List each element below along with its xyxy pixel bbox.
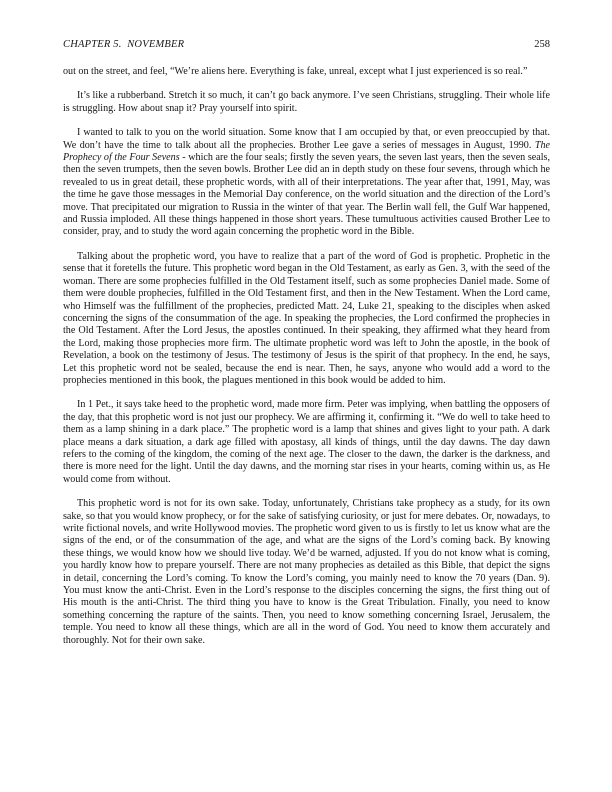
paragraph bbox=[63, 127, 550, 239]
paragraph bbox=[63, 251, 550, 387]
paragraph-text: I wanted to talk to you on the world situation. Some know that I am occupied by that, or even preoccupied by that. We don’t have the time to talk about all the prophecies. Brother Lee gave a series of messages in August, 1990. bbox=[63, 127, 550, 151]
paragraph-text: It’s like a rubberband. Stretch it so much, it can’t go back anymore. I’ve seen Christians, struggling. Their whole life is struggling. How about snap it? Pray yourself into spirit. bbox=[63, 90, 550, 114]
running-header-title: CHAPTER 5. NOVEMBER bbox=[63, 39, 185, 50]
paragraph-text: Talking about the prophetic word, you have to realize that a part of the word of God is prophetic. Prophetic in the sense that it foretells the future. This prophetic word began in the Old Testament, as early as Gen. 3, with the seed of the woman. There are some prophecies fulfilled in the Old Testament itself, such as some prophecies Daniel made. Some of them were double prophecies, fulfilled in the Old Testament first, and then in the New Testament. When the Lord came, who Himself was the fulfillment of the prophecies, predicted Matt. 24, Luke 21, speaking to the disciples when asked concerning the signs of the consummation of the age. In speaking the prophecies, the Lord confirmed the prophecies in the Old Testament. After the Lord Jesus, the apostles continued. In their speaking, they affirmed what they heard from the Lord, making those prophecies more firm. The ultimate prophetic word was left to John the apostle, in the book of Revelation, a book on the testimony of Jesus. The testimony of Jesus is the spirit of that prophecy. In the end, he says, Let this prophetic word not be sealed, because the end is near. Then, he says, anyone who would add a word to the prophecies mentioned in this book, the plagues mentioned in this book would be added to him. bbox=[63, 250, 550, 386]
paragraph-text: In 1 Pet., it says take heed to the prophetic word, made more firm. Peter was implying, when battling the opposers of the day, that this prophetic word is not just our prophecy. We are affirming it, confirming it. “We do well to take heed to them as a lamp shining in a dark place.” The prophetic word is a lamp that shines and gives light to your path. A dark place means a dark situation, a dark age filled with apostasy, all kinds of things, until the day dawns. The day dawn refers to the coming of the kingdom, the coming of the next age. The closer to the dawn, the darker is the darkness, and there is more need for the light. Until the day dawns, and the morning star rises in your hearts, coming within us, as He would come from without. bbox=[63, 399, 550, 485]
page-number: 258 bbox=[534, 39, 550, 50]
book-title-italic: The Prophecy of the Four Sevens bbox=[63, 139, 550, 164]
paragraph bbox=[63, 399, 550, 486]
page-header bbox=[63, 39, 550, 51]
paragraph-text: This prophetic word is not for its own sake. Today, unfortunately, Christians take prophecy as a study, for its own sake, so that you would know prophecy, or for the sake of satisfying curiosity, or just for mere debates. Or, nowadays, to write fictional novels, and write Hollywood movies. The prophetic word given to us is firstly to let us know what are the signs of the end, or of the consummation of the age, and what are the signs of the Lord’s coming back. By knowing these things, we would know how we should live today. We’d be warned, adjusted. If you do not know what is coming, you hardly know how to prepare yourself. There are not many prophecies as detailed as this Bible, that depict the signs in detail, concerning the Lord’s coming. To know the Lord’s coming, you mainly need to know the 70 years (Dan. 9). You must know the anti-Christ. Even in the Lord’s response to the disciples concerning the signs, the first thing out of His mouth is the anti-Christ. The third thing you have to know is the Great Tribulation. Finally, you need to know something concerning the rapture of the saints. Then, you need to know something concerning Israel, Jerusalem, the temple. You need to know all these things, which are all in the word of God. You need to know them accurately and thoroughly. Not for their own sake. bbox=[63, 498, 550, 646]
paragraph bbox=[63, 498, 550, 647]
page-body bbox=[63, 66, 550, 659]
paragraph-text: - which are the four seals; firstly the seven years, the seven last years, then the seven seals, then the seven trumpets, then the seven bowls. Brother Lee did an in depth study on these four sevens, through which he revealed to us in great detail, these prophetic words, with all of their interpretations. The year after that, 1991, May, was the time he gave those messages in the Memorial Day conference, on the world situation and the direction of the Lord’s move. That precipitated our migration to Russia in the winter of that year. The Berlin wall fell, the Gulf War happened, and Russia imploded. All these things happened in those short years. These tumultuous activities caused Brother Lee to consider, pray, and to study the word again concerning the prophetic word in the Bible. bbox=[63, 152, 550, 238]
paragraph bbox=[63, 90, 550, 115]
paragraph-text: out on the street, and feel, “We’re aliens here. Everything is fake, unreal, except what I just experienced is so real.” bbox=[63, 66, 528, 77]
paragraph bbox=[63, 66, 550, 78]
